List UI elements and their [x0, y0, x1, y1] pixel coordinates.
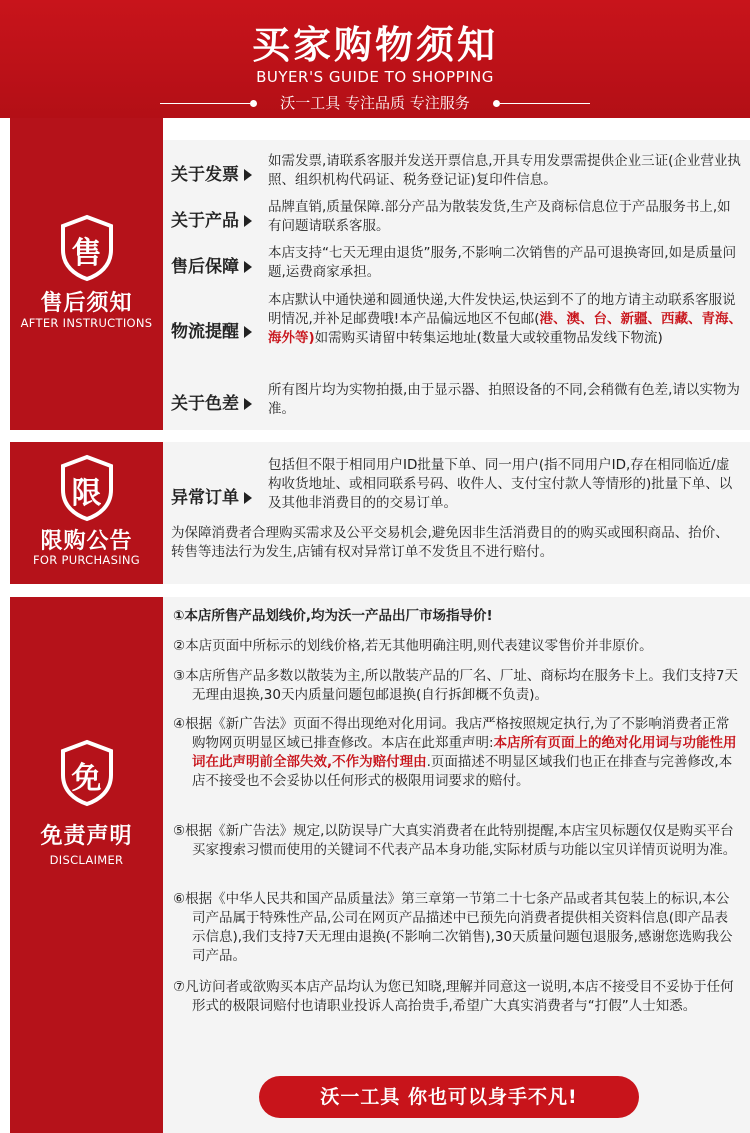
after-sales-panel: [163, 140, 750, 430]
triangle-icon: [244, 398, 252, 410]
warranty-label: 售后保障: [171, 252, 252, 277]
disclaimer-item-3: ③本店所售产品多数以散装为主,所以散装产品的厂名、厂址、商标均在服务卡上。我们支持7天无理由退换,30天内质量问题包邮退换(自行拆卸概不负责)。: [173, 668, 738, 703]
after-sales-badge: [58, 214, 116, 282]
limit-sidebar: [10, 442, 163, 584]
after-sales-badge-char: 售: [71, 236, 102, 271]
limit-panel: [163, 442, 750, 584]
after-sales-sidebar: [10, 118, 163, 430]
disclaimer-badge-char: 免: [71, 761, 102, 796]
page-subtitle: BUYER'S GUIDE TO SHOPPING: [256, 68, 494, 86]
after-sales-heading: 售后须知: [40, 291, 133, 316]
after-sales-heading-en: AFTER INSTRUCTIONS: [20, 316, 153, 330]
disclaimer-item-7: ⑦凡访问者或欲购买本店产品均认为您已知晓,理解并同意这一说明,本店不接受目不妥协于任何形式的极限词赔付也请职业投诉人高抬贵手,希望广大真实消费者与“打假”人士知悉。: [173, 979, 734, 1014]
disclaimer-heading-en: DISCLAIMER: [49, 853, 124, 867]
divider-line-right: [500, 103, 590, 104]
limit-heading-en: FOR PURCHASING: [32, 553, 141, 567]
disclaimer-panel: [163, 597, 750, 1133]
logistics-text: 本店默认中通快递和圆通快递,大件发快运,快运到不了的地方请主动联系客服说明情况,并补足邮费哦!本产品偏远地区不包邮(港、澳、台、新疆、西藏、青海、海外等)如需购买请留中转集运地址(数量大或较重物品发线下物流): [268, 292, 742, 346]
triangle-icon: [244, 326, 252, 338]
divider-dot-right: [493, 100, 500, 107]
limit-badge-char: 限: [71, 476, 102, 511]
abnormal-order-label: 异常订单: [171, 483, 252, 508]
disclaimer-item-1: ①本店所售产品划线价,均为沃一产品出厂市场指导价!: [173, 608, 493, 624]
disclaimer-item-6: ⑥根据《中华人民共和国产品质量法》第三章第一节第二十七条产品或者其包装上的标识,本公司产品属于特殊性产品,公司在网页产品描述中已预先向消费者提供相关资料信息(即产品表示信息),我们支持7天无理由退换(不影响二次销售),30天质量问题包退服务,感谢您选购我公司产品。: [173, 891, 733, 964]
disclaimer-item-5: ⑤根据《新广告法》规定,以防误导广大真实消费者在此特别提醒,本店宝贝标题仅仅是购买平台买家搜索习惯而使用的关键词不代表产品本身功能,实际材质与功能以宝贝详情页说明为准。: [173, 823, 737, 858]
invoice-text: 如需发票,请联系客服并发送开票信息,开具专用发票需提供企业三证(企业营业执照、组织机构代码证、税务登记证)复印件信息。: [268, 153, 741, 188]
disclaimer-item-4: ④根据《新广告法》页面不得出现绝对化用词。我店严格按照规定执行,为了不影响消费者正常购物网页明显区域已排查修改。本店在此郑重声明:本店所有页面上的绝对化用词与功能性用词在此声明前全部失效,不作为赔付理由.页面描述不明显区域我们也正在排查与完善修改,本店不接受也不会妥协以任何形式的极限用词要求的赔付。: [173, 716, 737, 789]
disclaimer-sidebar: [10, 597, 163, 1133]
invoice-label: 关于发票: [171, 160, 252, 185]
triangle-icon: [244, 169, 252, 181]
disclaimer-item-4-highlight: 本店所有页面上的绝对化用词与功能性用词在此声明前全部失效,不作为赔付理由: [192, 735, 737, 770]
slogan-banner: 沃一工具 你也可以身手不凡!: [259, 1076, 639, 1118]
limit-note: 为保障消费者合理购买需求及公平交易机会,避免因非生活消费目的的购买或囤积商品、抬价、转售等违法行为发生,店铺有权对异常订单不发货且不进行赔付。: [171, 525, 729, 560]
product-text: 品牌直销,质量保障.部分产品为散装发货,生产及商标信息位于产品服务书上,如有问题请联系客服。: [268, 199, 731, 234]
page-tagline: 沃一工具 专注品质 专注服务: [280, 94, 470, 112]
abnormal-order-text: 包括但不限于相同用户ID批量下单、同一用户(指不同用户ID,存在相同临近/虚构收货地址、或相同联系号码、收件人、支付宝付款人等情形的)批量下单、以及其他非消费目的的交易订单。: [268, 457, 733, 511]
remote-regions-text: 港、澳、台、新疆、西藏、青海、海外等): [268, 311, 742, 346]
page-title: 买家购物须知: [251, 23, 498, 67]
limit-badge: [58, 454, 116, 522]
warranty-text: 本店支持“七天无理由退货”服务,不影响二次销售的产品可退换寄回,如是质量问题,运费商家承担。: [268, 245, 737, 280]
header-banner: [0, 0, 750, 118]
disclaimer-badge: [58, 739, 116, 807]
logistics-label: 物流提醒: [171, 317, 252, 342]
color-diff-text: 所有图片均为实物拍摄,由于显示器、拍照设备的不同,会稍微有色差,请以实物为准。: [268, 382, 740, 417]
color-diff-label: 关于色差: [171, 389, 252, 414]
disclaimer-heading: 免责声明: [40, 824, 133, 849]
triangle-icon: [244, 261, 252, 273]
product-label: 关于产品: [171, 206, 252, 231]
limit-heading: 限购公告: [40, 529, 133, 554]
disclaimer-item-2: ②本店页面中所标示的划线价格,若无其他明确注明,则代表建议零售价并非原价。: [173, 638, 653, 654]
triangle-icon: [244, 215, 252, 227]
triangle-icon: [244, 492, 252, 504]
